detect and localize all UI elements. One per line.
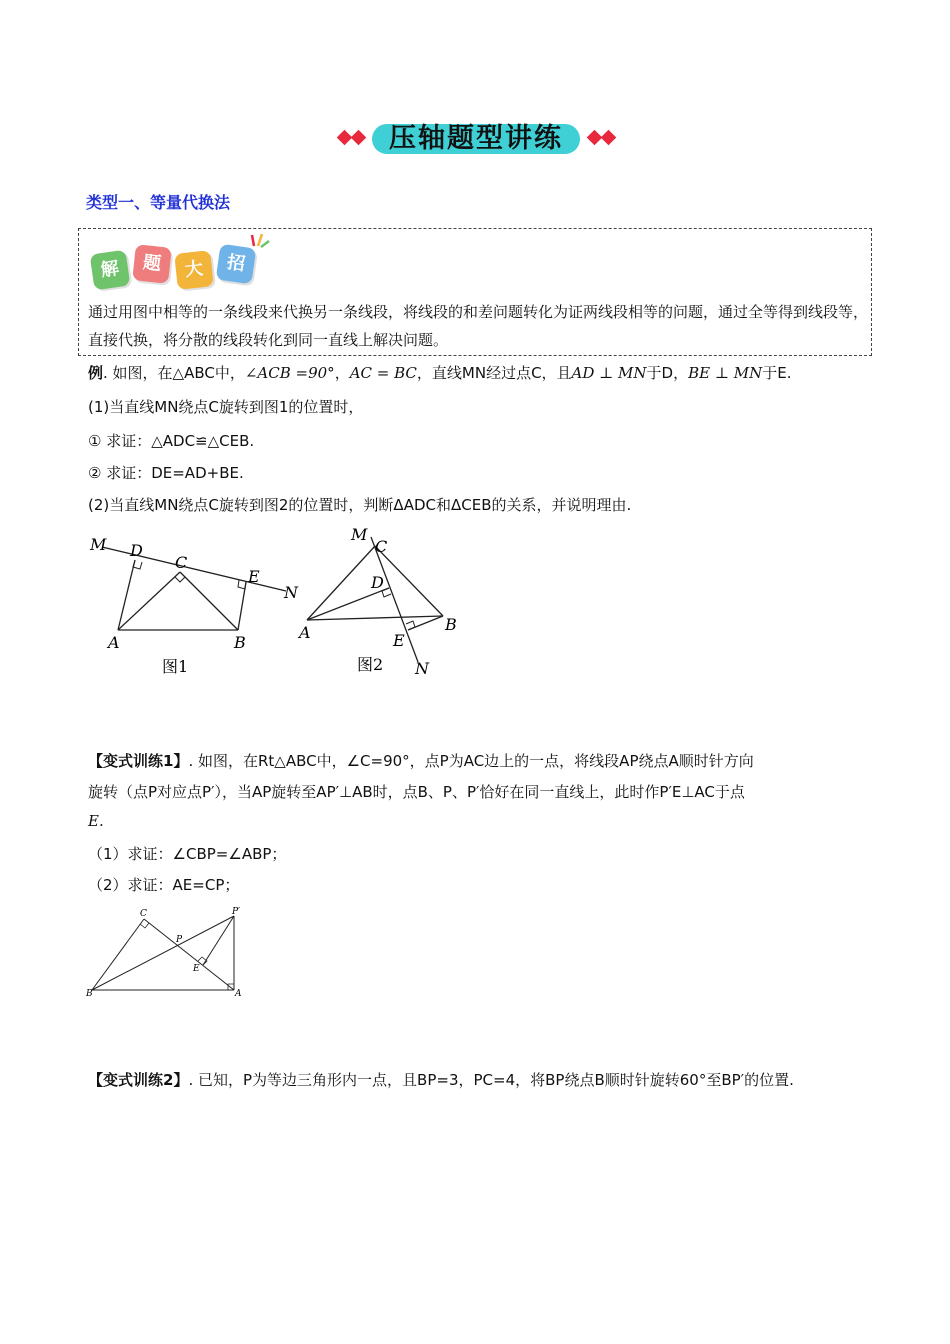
label-a: A	[108, 633, 120, 652]
variant1-line2: 旋转（点P对应点P′），当AP旋转至AP′⊥AB时，点B、P、P′恰好在同一直线上，此时作P′E⊥AC于点	[88, 783, 745, 801]
caption-fig2: 图2	[357, 655, 384, 674]
segment-ac	[118, 572, 180, 630]
badge-jie-icon: 解	[90, 250, 131, 291]
label-c: C	[175, 553, 188, 572]
label-n: N	[284, 583, 298, 602]
badge-ti-icon: 题	[132, 244, 172, 284]
label-b: B	[86, 989, 93, 999]
label-p1: P′	[232, 907, 241, 917]
example-line-mn: ，直线MN经过点C，且	[416, 364, 572, 382]
segment-ac	[307, 546, 375, 620]
segment-p1e	[203, 916, 234, 965]
figure-2	[295, 522, 470, 682]
label-e: E	[248, 567, 260, 586]
label-b: B	[234, 633, 246, 652]
variant2-text: . 已知，P为等边三角形内一点，且BP=3，PC=4，将BP绕点B顺时针旋转60°至BP′的位置.	[188, 1071, 794, 1089]
label-a: A	[299, 623, 311, 642]
label-m: M	[351, 525, 368, 544]
diamond-icon	[601, 130, 617, 146]
label-c: C	[375, 537, 388, 556]
example-ad: AD ⊥ MN	[571, 364, 647, 382]
variant1-q1: （1）求证：∠CBP=∠ABP；	[88, 845, 287, 863]
label-c: C	[140, 909, 147, 919]
example-q1: (1)当直线MN绕点C旋转到图1的位置时，	[88, 398, 364, 416]
variant1-q2: （2）求证：AE=CP；	[88, 876, 240, 894]
right-angle-e	[406, 621, 415, 630]
label-e: E	[193, 964, 200, 974]
variant1-line1	[88, 750, 754, 771]
variant2-label: 【变式训练2】	[88, 1071, 189, 1089]
variant2-line	[88, 1069, 794, 1090]
segment-bc	[92, 919, 144, 990]
segment-bp1	[92, 916, 234, 990]
label-e: E	[393, 631, 405, 650]
example-angle: ∠ACB =90°	[244, 364, 335, 382]
variant1-figure	[82, 904, 252, 1000]
diamond-icon	[351, 130, 367, 146]
page-banner	[0, 112, 950, 162]
banner-title: 压轴题型讲练	[389, 123, 563, 154]
label-m: M	[90, 535, 107, 554]
example-label: 例	[88, 364, 104, 382]
segment-cb	[180, 572, 238, 630]
section-title: 类型一、等量代换法	[86, 193, 231, 212]
segment-ad	[307, 588, 389, 620]
badge-da-icon: 大	[174, 250, 214, 290]
badge-zhao-icon: 招	[216, 244, 257, 285]
sparkle-icon	[250, 232, 270, 248]
tip-badges	[90, 232, 270, 292]
caption-fig1: 图1	[162, 657, 189, 676]
variant1-text1: . 如图，在Rt△ABC中，∠C=90°，点P为AC边上的一点，将线段AP绕点A顺时针方向	[188, 752, 754, 770]
example-intro: . 如图，在△ABC中，	[103, 364, 245, 382]
example-ac-bc: AC = BC	[349, 364, 417, 382]
example-q1b: ② 求证：DE=AD+BE.	[88, 464, 244, 482]
label-p: P	[176, 935, 183, 945]
example-be: BE ⊥ MN	[688, 364, 763, 382]
label-n: N	[415, 659, 429, 678]
variant1-line3: E.	[88, 812, 104, 830]
example-q2: (2)当直线MN绕点C旋转到图2的位置时，判断ΔADC和ΔCEB的关系，并说明理由.	[88, 496, 632, 514]
right-angle-c	[140, 923, 149, 928]
label-b: B	[445, 615, 457, 634]
right-angle-c	[175, 577, 185, 582]
label-a: A	[235, 989, 242, 999]
figure-1	[80, 530, 310, 680]
label-d: D	[371, 573, 384, 592]
segment-ab	[307, 616, 443, 620]
segment-cb	[375, 546, 443, 616]
segment-ad	[118, 560, 135, 630]
example-statement: 例. 如图，在△ABC中，∠ACB =90°，AC = BC，直线MN经过点C，且AD ⊥ MN于D，BE ⊥ MN于E.	[88, 364, 792, 382]
label-d: D	[130, 541, 143, 560]
example-yu-e: 于E.	[762, 364, 792, 382]
tip-text: 通过用图中相等的一条线段来代换另一条线段，将线段的和差问题转化为证两线段相等的问题，通过全等得到线段等，直接代换，将分散的线段转化到同一直线上解决问题。	[88, 303, 869, 349]
segment-ca	[144, 919, 234, 990]
example-yu-d: 于D，	[646, 364, 689, 382]
variant1-label: 【变式训练1】	[88, 752, 189, 770]
example-q1a: ① 求证：△ADC≌△CEB.	[88, 432, 255, 450]
